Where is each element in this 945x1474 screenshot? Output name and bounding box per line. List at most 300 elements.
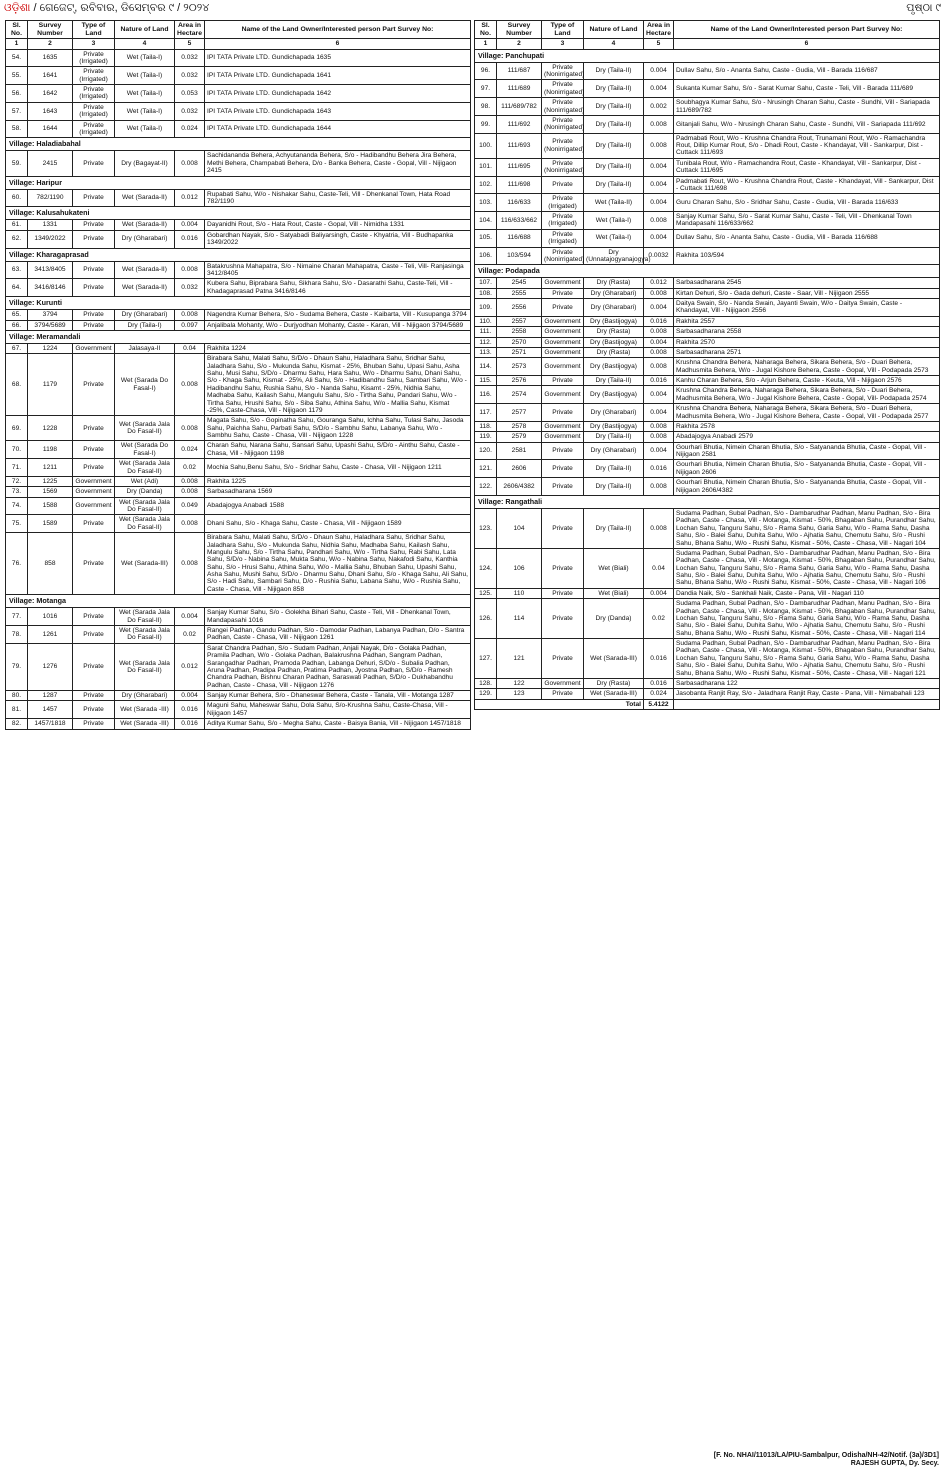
type-cell: Private (542, 689, 584, 699)
survey-cell: 111/698 (497, 176, 542, 194)
table-row (6, 310, 471, 320)
survey-cell: 1016 (28, 608, 73, 626)
owner-cell: IPI TATA Private LTD. Gundichapada 1642 (205, 85, 471, 103)
survey-cell: 3794 (28, 310, 73, 320)
type-cell: Private (73, 310, 115, 320)
type-cell: Private (542, 588, 584, 598)
nature-cell: Wet (Sarada Do Fasal-I) (115, 354, 175, 416)
file-number: [F. No. NHAI/11013/LA/PIU-Sambalpur, Odisha/NH-42/Notif. (3a)/3D1] (713, 1452, 939, 1459)
village-name: Village: Motanga (6, 595, 471, 608)
sl-cell: 69. (6, 416, 28, 441)
table-row (6, 608, 471, 626)
owner-cell: Sukanta Kumar Sahu, S/o - Sarat Kumar Sahu, Caste - Teli, Vill - Barada 111/689 (674, 80, 940, 98)
sl-cell: 96. (475, 62, 497, 80)
nature-cell: Dry (Taila-I) (115, 320, 175, 330)
sl-cell: 113. (475, 347, 497, 357)
area-cell: 0.008 (644, 358, 674, 376)
area-cell: 0.008 (175, 416, 205, 441)
area-cell: 0.004 (175, 220, 205, 230)
nature-cell: Wet (Sarada-II) (115, 279, 175, 297)
owner-cell: Abadajogya Anabadi 2579 (674, 432, 940, 442)
sl-cell: 63. (6, 261, 28, 279)
type-cell: Private (542, 639, 584, 679)
owner-cell: Rupabati Sahu, W/o - Nishakar Sahu, Caste-Teli, Vill - Dhenkanal Town, Hata Road 782/1190 (205, 189, 471, 207)
owner-cell: Sarbasadharana 2571 (674, 347, 940, 357)
owner-cell: Rakhita 2557 (674, 316, 940, 326)
sl-cell: 55. (6, 67, 28, 85)
owner-cell: Daitya Swain, S/o - Nanda Swain, Jayanti Swain, W/o - Daitya Swain, Caste - Khandayat, Vill - Nijigaon 2556 (674, 299, 940, 317)
area-cell: 0.016 (644, 678, 674, 688)
owner-cell: Magata Sahu, S/o - Gopinatha Sahu, Gouranga Sahu, Ichha Sahu, Tulasi Sahu, Jasoda Sahu, Paichha Sahu, Parbati Sahu, S/D/o - Sambhu Sahu, Labanya Sahu, W/o - Sambhu Sahu, Caste - Chasa, Vill - Nijigaon 1228 (205, 416, 471, 441)
area-cell: 0.004 (644, 229, 674, 247)
right-column (474, 20, 940, 710)
survey-cell: 1179 (28, 354, 73, 416)
table-row (6, 85, 471, 103)
sl-cell: 81. (6, 701, 28, 719)
owner-cell: Rakhita 2578 (674, 421, 940, 431)
village-name: Village: Panchupati (475, 49, 940, 62)
nature-cell: Wet (Taila-I) (584, 229, 644, 247)
survey-cell: 1228 (28, 416, 73, 441)
survey-cell: 1276 (28, 643, 73, 690)
area-cell: 0.032 (175, 67, 205, 85)
table-row (6, 189, 471, 207)
table-row (6, 320, 471, 330)
type-cell: Private (542, 548, 584, 588)
col-num: 4 (584, 39, 644, 49)
nature-cell: Wet (Biali) (584, 588, 644, 598)
sl-cell: 115. (475, 376, 497, 386)
type-cell: Private (73, 626, 115, 644)
type-cell: Government (73, 497, 115, 515)
sl-cell: 79. (6, 643, 28, 690)
sl-cell: 102. (475, 176, 497, 194)
table-row (475, 599, 940, 639)
table-row (6, 67, 471, 85)
type-cell: Government (542, 678, 584, 688)
area-cell: 0.012 (175, 189, 205, 207)
table-row (475, 588, 940, 598)
total-row (475, 699, 940, 709)
nature-cell: Wet (Sarada Jala Do Fasal-II) (115, 515, 175, 533)
sl-cell: 119. (475, 432, 497, 442)
nature-cell: Dry (Gharabari) (115, 691, 175, 701)
sl-cell: 76. (6, 533, 28, 595)
table-row (6, 343, 471, 353)
type-cell: Private (Irrigated) (73, 67, 115, 85)
owner-cell: Anjalibala Mohanty, W/o - Durjyodhan Mohanty, Caste - Karan, Vill - Nijigaon 3794/5689 (205, 320, 471, 330)
sl-cell: 126. (475, 599, 497, 639)
area-cell: 0.004 (644, 62, 674, 80)
village-name: Village: Meramandali (6, 330, 471, 343)
type-cell: Private (Irrigated) (73, 85, 115, 103)
village-name: Village: Kurunti (6, 297, 471, 310)
type-cell: Private (542, 599, 584, 639)
owner-cell: Nagendra Kumar Behera, S/o - Sudama Behera, Caste - Kaibarta, Vill - Kusupanga 3794 (205, 310, 471, 320)
type-cell: Private (542, 509, 584, 549)
nature-cell: Dry (Taila-II) (584, 80, 644, 98)
area-cell: 0.02 (175, 459, 205, 477)
total-label: Total (475, 699, 644, 709)
owner-cell: IPI TATA Private LTD. Gundichapada 1641 (205, 67, 471, 85)
table-row (475, 176, 940, 194)
owner-cell: Sarbasadharana 2545 (674, 278, 940, 288)
owner-cell: Jasobanta Ranjit Ray, S/o - Jaladhara Ranjit Ray, Caste - Pana, Vill - Nimabahali 123 (674, 689, 940, 699)
table-row (6, 416, 471, 441)
sl-cell: 62. (6, 230, 28, 248)
type-cell: Private (73, 279, 115, 297)
area-cell: 0.024 (175, 441, 205, 459)
header-type: Type of Land (542, 21, 584, 39)
owner-cell: Maguni Sahu, Maheswar Sahu, Dola Sahu, S/o-Krushna Sahu, Caste-Chasa, Vill - Nijigaon 1457 (205, 701, 471, 719)
type-cell: Private (73, 416, 115, 441)
area-cell: 0.008 (175, 151, 205, 176)
nature-cell: Dry (Rasta) (584, 678, 644, 688)
nature-cell: Dry (Taila-II) (584, 509, 644, 549)
nature-cell: Wet (Sarada-II) (115, 261, 175, 279)
nature-cell: Wet (Sarada-III) (115, 533, 175, 595)
sl-cell: 109. (475, 299, 497, 317)
table-row (6, 261, 471, 279)
owner-cell: Rakhita 2570 (674, 337, 940, 347)
village-name: Village: Kalusahukateni (6, 207, 471, 220)
survey-cell: 1349/2022 (28, 230, 73, 248)
sl-cell: 71. (6, 459, 28, 477)
survey-cell: 116/633 (497, 194, 542, 212)
table-row (475, 158, 940, 176)
nature-cell: Wet (Sarada Jala Do Fasal-II) (115, 608, 175, 626)
survey-cell: 3794/5689 (28, 320, 73, 330)
right-table-body (475, 49, 940, 699)
type-cell: Private (542, 176, 584, 194)
owner-cell: Sarat Chandra Padhan, S/o - Sudam Padhan, Anjali Nayak, D/o - Golaka Padhan, Pramila Padhan, W/o - Golaka Padhan, Balakrushna Padhan, Sangram Padhan, Sarangadhar Padhan, Pramoda Padhan, Labanga Dehuri, S/D/o - Subalia Padhan, Aruna Padhan, Pradipa Padhan, Pratima Padhan, Jyostna Padhan, S/D/o - Ramesh Chandra Padhan, Bishnu Charan Padhan, Saraswati Padhan, S/D/o - Dukhabandhu Padhan, Caste - Chasa, Vill - Nijigaon 1276 (205, 643, 471, 690)
table-row (475, 327, 940, 337)
owner-cell: Charan Sahu, Narana Sahu, Sansari Sahu, Upashi Sahu, S/D/o - Ainthu Sahu, Caste - Chasa, Vill - Nijigaon 1198 (205, 441, 471, 459)
sl-cell: 100. (475, 133, 497, 158)
survey-cell: 1211 (28, 459, 73, 477)
nature-cell: Dry (Bastijogya) (584, 358, 644, 376)
owner-cell: Birabara Sahu, Malati Sahu, S/D/o - Dhaun Sahu, Haladhara Sahu, Sridhar Sahu, Jaladhara Sahu, S/o - Mukunda Sahu, Nidhia Sahu, Madhaba Sahu, Kailash Sahu, Mangulu Sahu, S/o - Tirtha Sahu, Pandhari Sahu, W/o - Tirtha Sahu, Rabi Sahu, Lata Sahu, S/D/o - Nabina Sahu, Mukta Sahu, W/o - Nabina Sahu, Nakafodi Sahu, Kanthia Sahu, S/o - Hrusi Sahu, Athina Sahu, W/o - Mallia Sahu, Bhuban Sahu, Upashi Sahu, Asha Sahu, Mushi Sahu, S/D/o - Dharmu Sahu, Dhani Sahu, S/o - Khaga Sahu, Ali Sahu, S/o - Hadi Sahu, Sambari Sahu, D/o - Rushia Sahu, Labana Sahu, W/o - Rushia Sahu, Caste - Chasa, Vill - Nijigaon 858 (205, 533, 471, 595)
nature-cell: Dry (Bastijogya) (584, 386, 644, 404)
table-row (475, 115, 940, 133)
type-cell: Private (73, 354, 115, 416)
survey-cell: 1261 (28, 626, 73, 644)
survey-cell: 2415 (28, 151, 73, 176)
sl-cell: 129. (475, 689, 497, 699)
area-cell: 0.004 (644, 442, 674, 460)
area-cell: 0.016 (644, 639, 674, 679)
table-row (6, 354, 471, 416)
table-row (475, 689, 940, 699)
owner-cell: Birabara Sahu, Malati Sahu, S/D/o - Dhaun Sahu, Haladhara Sahu, Sridhar Sahu, Jaladhara Sahu, S/o - Mukunda Sahu, Kismat - 25%, Bhuban Sahu, Upasi Sahu, Asha Sahu, Musi Sahu, S/D/o - Dharmu Sahu, Hara Sahu, W/o - Dharmu Sahu, Dhani Sahu, S/o - Khaga Sahu, Kismat - 25%, Ali Sahu, S/o - Hadibandhu Sahu, Sambari Sahu, W/o - Hadibandhu Sahu, Rushia Sahu, S/o - Nanda Sahu, Kisamt - 25%, Nidhia Sahu, Madhaba Sahu, Kailash Sahu, Mangulu Sahu, S/o - Tirtha Sahu, Pandari Sahu, W/o - Tirtha Sahu, Hrushi Sahu, S/o - Siba Sahu, Athina Sahu, W/o - Mallia Sahu, Kismat -25%, Caste-Chasa, Vill - Nijigaon 1179 (205, 354, 471, 416)
owner-cell: Kubera Sahu, Biprabara Sahu, Sikhara Sahu, S/o - Dasarathi Sahu, Caste-Teli, Vill - Khadagaprasad Patna 3416/8146 (205, 279, 471, 297)
village-heading (475, 265, 940, 278)
area-cell: 0.004 (644, 404, 674, 422)
table-row (6, 533, 471, 595)
nature-cell: Dry (Bagayat-II) (115, 151, 175, 176)
table-row (475, 299, 940, 317)
sl-cell: 58. (6, 120, 28, 138)
header-owner: Name of the Land Owner/Interested person Part Survey No: (205, 21, 471, 39)
type-cell: Government (542, 327, 584, 337)
sl-cell: 112. (475, 337, 497, 347)
village-heading (6, 248, 471, 261)
type-cell: Government (542, 347, 584, 357)
survey-cell: 121 (497, 639, 542, 679)
table-row (6, 120, 471, 138)
nature-cell: Dry (Bastijogya) (584, 337, 644, 347)
sl-cell: 60. (6, 189, 28, 207)
gazette-name: ଓଡ଼ିଶା (4, 2, 31, 14)
table-row (475, 358, 940, 376)
total-blank (674, 699, 940, 709)
village-name: Village: Haladiabahal (6, 138, 471, 151)
survey-cell: 116/688 (497, 229, 542, 247)
survey-cell: 116/633/662 (497, 212, 542, 230)
type-cell: Government (542, 358, 584, 376)
survey-cell: 111/695 (497, 158, 542, 176)
owner-cell: Krushna Chandra Behera, Naharaga Behera, Sikara Behera, S/o - Duari Behera, Madhusmita Behera, W/o - Jugal Kishore Behera, Caste - Gopal, Vill - Podapada 2577 (674, 404, 940, 422)
nature-cell: Dry (Rasta) (584, 347, 644, 357)
header-sl: Sl. No. (6, 21, 28, 39)
type-cell: Private (73, 643, 115, 690)
sl-cell: 110. (475, 316, 497, 326)
owner-cell: Sarbasadharana 122 (674, 678, 940, 688)
table-row (475, 347, 940, 357)
sl-cell: 99. (475, 115, 497, 133)
table-row (6, 459, 471, 477)
survey-cell: 2576 (497, 376, 542, 386)
sl-cell: 54. (6, 49, 28, 67)
table-row (475, 509, 940, 549)
nature-cell: Wet (Taila-I) (115, 120, 175, 138)
area-cell: 0.002 (644, 98, 674, 116)
type-cell: Private (Irrigated) (542, 194, 584, 212)
area-cell: 0.032 (175, 49, 205, 67)
sl-cell: 106. (475, 247, 497, 265)
land-table-left (5, 20, 471, 730)
table-row (475, 98, 940, 116)
sl-cell: 105. (475, 229, 497, 247)
area-cell: 0.008 (175, 515, 205, 533)
table-row (475, 80, 940, 98)
nature-cell: Wet (Taila-I) (115, 85, 175, 103)
village-heading (6, 207, 471, 220)
type-cell: Government (542, 421, 584, 431)
owner-cell: IPI TATA Private LTD. Gundichapada 1644 (205, 120, 471, 138)
owner-cell: Mochia Sahu,Benu Sahu, S/o - Sridhar Sahu, Caste - Chasa, Vill - Nijigaon 1211 (205, 459, 471, 477)
survey-cell: 1642 (28, 85, 73, 103)
type-cell: Private (73, 441, 115, 459)
owner-cell: Dullav Sahu, S/o - Ananta Sahu, Caste - Gudia, Vill - Barada 116/687 (674, 62, 940, 80)
table-row (475, 288, 940, 298)
survey-cell: 111/693 (497, 133, 542, 158)
survey-cell: 1588 (28, 497, 73, 515)
table-row (475, 62, 940, 80)
sl-cell: 61. (6, 220, 28, 230)
survey-cell: 1641 (28, 67, 73, 85)
nature-cell: Wet (Sarada Jala Do Fasal-II) (115, 459, 175, 477)
area-cell: 0.008 (644, 347, 674, 357)
area-cell: 0.012 (175, 643, 205, 690)
sl-cell: 98. (475, 98, 497, 116)
nature-cell: Wet (Sarada-II) (115, 220, 175, 230)
area-cell: 0.024 (644, 689, 674, 699)
survey-cell: 2606 (497, 460, 542, 478)
survey-cell: 1644 (28, 120, 73, 138)
sl-cell: 77. (6, 608, 28, 626)
owner-cell: IPI TATA Private LTD. Gundichapada 1635 (205, 49, 471, 67)
sl-cell: 103. (475, 194, 497, 212)
table-row (6, 151, 471, 176)
owner-cell: Sanjay Kumar Sahu, S/o - Sarat Kumar Sahu, Caste - Teli, Vill - Dhenkanal Town Mandapasahi 116/633/662 (674, 212, 940, 230)
survey-cell: 2574 (497, 386, 542, 404)
nature-cell: Dry (Taila-II) (584, 98, 644, 116)
area-cell: 0.004 (175, 691, 205, 701)
table-row (475, 212, 940, 230)
owner-cell: Rakhita 103/594 (674, 247, 940, 265)
sl-cell: 70. (6, 441, 28, 459)
area-cell: 0.016 (175, 701, 205, 719)
nature-cell: Wet (Sarada Jala Do Fasal-II) (115, 626, 175, 644)
survey-cell: 2556 (497, 299, 542, 317)
village-heading (6, 297, 471, 310)
owner-cell: Sudama Padhan, Subal Padhan, S/o - Dambarudhar Padhan, Manu Padhan, S/o - Bira Padhan, Caste - Chasa, Vill - Motanga, Kismat - 50%, Bhagaban Sahu, Purandhar Sahu, Lochan Sahu, Tanguru Sahu, S/o - Rama Sahu, Garia Sahu, W/o - Rama Sahu, Dasha Sahu, S/o - Balei Sahu, Duhita Sahu, W/o - Ajhatia Sahu, Chemutu Sahu, S/o - Rushi Sahu, Bhana Sahu, W/o - Rushi Sahu, Kismat - 50%, Caste - Chasa, Vill - Nagari 121 (674, 639, 940, 679)
table-row (475, 421, 940, 431)
nature-cell: Dry (Gharabari) (584, 288, 644, 298)
area-cell: 0.02 (644, 599, 674, 639)
table-row (6, 643, 471, 690)
nature-cell: Wet (Taila-I) (115, 67, 175, 85)
area-cell: 0.016 (644, 316, 674, 326)
nature-cell: Dry (Rasta) (584, 278, 644, 288)
nature-cell: Dry (Taila-II) (584, 460, 644, 478)
survey-cell: 114 (497, 599, 542, 639)
type-cell: Private (73, 189, 115, 207)
survey-cell: 111/689 (497, 80, 542, 98)
type-cell: Government (73, 476, 115, 486)
owner-cell: Batakrushna Mahapatra, S/o - Nimaine Charan Mahapatra, Caste - Teli, Vill- Ranjasinga 3412/8405 (205, 261, 471, 279)
type-cell: Private (Nonirrigated) (542, 247, 584, 265)
survey-cell: 858 (28, 533, 73, 595)
owner-cell: Krushna Chandra Behera, Naharaga Behera, Sikara Behera, S/o - Duari Behera, Madhusmita Behera, W/o - Jugal Kishore Behera, Caste - Gopal, Vill- Podapada 2574 (674, 386, 940, 404)
table-row (475, 316, 940, 326)
table-row (6, 102, 471, 120)
area-cell: 0.008 (175, 354, 205, 416)
nature-cell: Wet (Taila-II) (584, 194, 644, 212)
type-cell: Private (542, 376, 584, 386)
header-type: Type of Land (73, 21, 115, 39)
owner-cell: Rangei Padhan, Gandu Padhan, S/o - Damodar Padhan, Labanya Padhan, D/o - Santra Padhan, Caste - Chasa, Vill - Nijigaon 1261 (205, 626, 471, 644)
owner-cell: Rakhita 1225 (205, 476, 471, 486)
nature-cell: Dry (Rasta) (584, 327, 644, 337)
type-cell: Private (73, 533, 115, 595)
sl-cell: 121. (475, 460, 497, 478)
sl-cell: 124. (475, 548, 497, 588)
owner-cell: Dayanidhi Rout, S/o - Hata Rout, Caste - Gopal, Vill - Nimidha 1331 (205, 220, 471, 230)
survey-cell: 1457 (28, 701, 73, 719)
survey-cell: 2570 (497, 337, 542, 347)
nature-cell: Dry (Taila-II) (584, 432, 644, 442)
survey-cell: 1287 (28, 691, 73, 701)
nature-cell: Dry (Unnatajogyanajogya) (584, 247, 644, 265)
survey-cell: 3413/8405 (28, 261, 73, 279)
sl-cell: 80. (6, 691, 28, 701)
survey-cell: 122 (497, 678, 542, 688)
owner-cell: Dullav Sahu, S/o - Ananta Sahu, Caste - Gudia, Vill - Barada 116/688 (674, 229, 940, 247)
survey-cell: 1224 (28, 343, 73, 353)
survey-cell: 1225 (28, 476, 73, 486)
col-num: 1 (6, 39, 28, 49)
sl-cell: 118. (475, 421, 497, 431)
col-num: 2 (497, 39, 542, 49)
gazette-date: / ଗେଜେଟ୍, ରବିବାର, ଡିସେମ୍ବର ୯ / ୨୦୨୪ (30, 2, 210, 14)
owner-cell: Sudama Padhan, Subal Padhan, S/o - Dambarudhar Padhan, Manu Padhan, S/o - Bira Padhan, Caste - Chasa, Vill - Motanga, Kismat - 50%, Bhagaban Sahu, Purandhar Sahu, Lochan Sahu, Tanguru Sahu, S/o - Rama Sahu, Garia Sahu, W/o - Rama Sahu, Dasha Sahu, S/o - Balei Sahu, Duhita Sahu, W/o - Ajhatia Sahu, Chemutu Sahu, S/o - Rushi Sahu, Bhana Sahu, W/o - Rushi Sahu, Kismat - 50%, Caste - Chasa, Vill - Nagari 106 (674, 548, 940, 588)
survey-cell: 3416/8146 (28, 279, 73, 297)
nature-cell: Wet (Sarada-III) (584, 689, 644, 699)
survey-cell: 1635 (28, 49, 73, 67)
survey-cell: 111/689/782 (497, 98, 542, 116)
survey-cell: 2545 (497, 278, 542, 288)
header-area: Area in Hectare (175, 21, 205, 39)
sl-cell: 73. (6, 487, 28, 497)
sl-cell: 125. (475, 588, 497, 598)
type-cell: Private (542, 478, 584, 496)
table-row (6, 279, 471, 297)
survey-cell: 2555 (497, 288, 542, 298)
table-row (6, 497, 471, 515)
sl-cell: 82. (6, 719, 28, 729)
type-cell: Private (Irrigated) (73, 102, 115, 120)
area-cell: 0.016 (175, 230, 205, 248)
nature-cell: Wet (Biali) (584, 548, 644, 588)
area-cell: 0.008 (175, 476, 205, 486)
table-row (6, 515, 471, 533)
area-cell: 0.004 (644, 386, 674, 404)
table-row (475, 404, 940, 422)
owner-cell: Sarbasadharana 1569 (205, 487, 471, 497)
area-cell: 0.032 (175, 279, 205, 297)
col-num: 6 (674, 39, 940, 49)
area-cell: 0.008 (644, 115, 674, 133)
nature-cell: Wet (Taila-I) (584, 212, 644, 230)
table-row (475, 678, 940, 688)
survey-cell: 2558 (497, 327, 542, 337)
area-cell: 0.004 (644, 588, 674, 598)
col-num: 3 (73, 39, 115, 49)
type-cell: Private (Nonirrigated) (542, 115, 584, 133)
table-row (6, 441, 471, 459)
survey-cell: 2579 (497, 432, 542, 442)
table-row (475, 133, 940, 158)
survey-cell: 106 (497, 548, 542, 588)
table-row (6, 487, 471, 497)
area-cell: 0.008 (644, 509, 674, 549)
survey-cell: 2571 (497, 347, 542, 357)
sl-cell: 101. (475, 158, 497, 176)
area-cell: 0.016 (175, 719, 205, 729)
type-cell: Private (Irrigated) (542, 229, 584, 247)
area-cell: 0.04 (175, 343, 205, 353)
table-row (6, 691, 471, 701)
survey-cell: 1331 (28, 220, 73, 230)
area-cell: 0.02 (175, 626, 205, 644)
notification-footer (714, 1452, 939, 1469)
area-cell: 0.024 (175, 120, 205, 138)
sl-cell: 97. (475, 80, 497, 98)
area-cell: 0.016 (644, 376, 674, 386)
nature-cell: Wet (Sarada Jala Do Fasal-II) (115, 416, 175, 441)
